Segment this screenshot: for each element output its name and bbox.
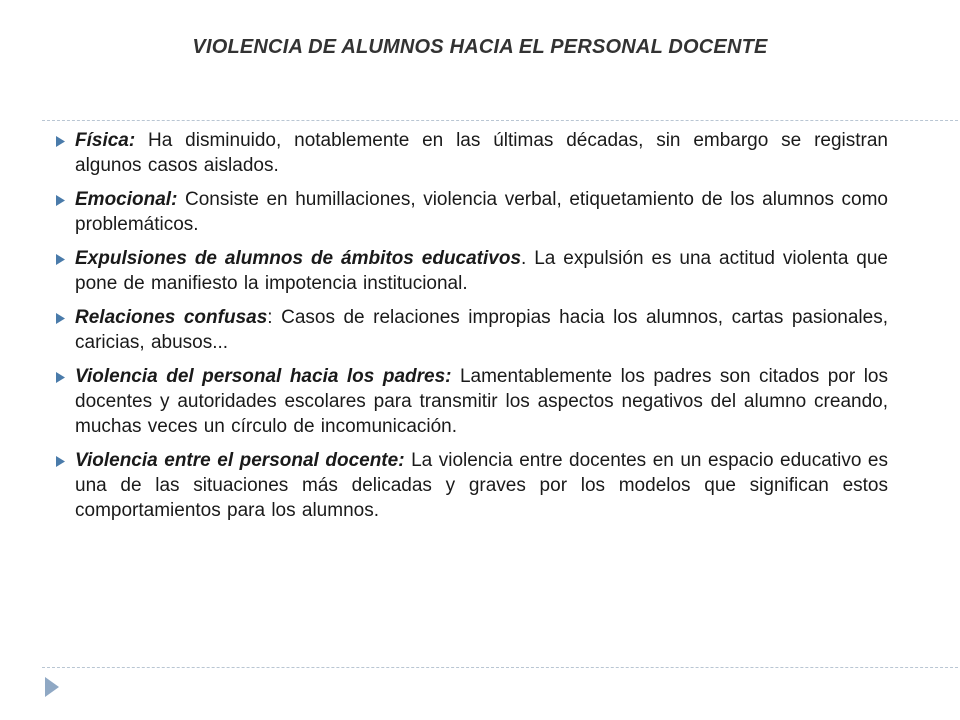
bullet-term: Física:	[75, 130, 136, 151]
bullet-item-docentes	[56, 448, 888, 523]
bullet-text: . La expulsión es una actitud violenta que pone de manifiesto la impotencia institucional.	[75, 248, 889, 294]
triangle-bullet-icon	[56, 372, 65, 383]
bullet-item-fisica	[56, 128, 888, 178]
bullet-item-padres	[56, 364, 888, 439]
triangle-bullet-icon	[56, 313, 65, 324]
bullet-text: Casos de relaciones impropias hacia los alumnos, cartas pasionales, caricias, abusos...	[75, 307, 888, 353]
bullet-item-emocional	[56, 187, 888, 237]
bullet-item-relaciones	[56, 305, 888, 355]
top-divider	[42, 120, 960, 121]
triangle-bullet-icon	[56, 456, 65, 467]
chevron-right-icon	[45, 677, 59, 697]
bullet-text: Consiste en humillaciones, violencia verbal, etiquetamiento de los alumnos como problemáticos.	[75, 189, 888, 235]
bullet-term: Expulsiones de alumnos de ámbitos educativos	[75, 248, 522, 269]
slide-title: VIOLENCIA DE ALUMNOS HACIA EL PERSONAL DOCENTE	[192, 36, 768, 58]
bullet-term: Emocional:	[75, 189, 178, 210]
bullet-term: Relaciones confusas	[75, 307, 268, 328]
triangle-bullet-icon	[56, 254, 65, 265]
bullet-text: Lamentablemente los padres son citados por los docentes y autoridades escolares para transmitir los aspectos negativos del alumno creando, muchas veces un círculo de incomunicación.	[75, 366, 888, 437]
bullet-text: La violencia entre docentes en un espacio educativo es una de las situaciones más delicadas y graves por los modelos que significan estos comportamientos para los alumnos.	[75, 450, 888, 521]
triangle-bullet-icon	[56, 195, 65, 206]
bullet-list	[56, 128, 888, 523]
bottom-divider	[42, 667, 960, 668]
bullet-item-expulsiones	[56, 246, 888, 296]
bullet-text: Ha disminuido, notablemente en las últimas décadas, sin embargo se registran algunos casos aislados.	[75, 130, 888, 176]
bullet-term: Violencia entre el personal docente:	[75, 450, 405, 471]
triangle-bullet-icon	[56, 136, 65, 147]
bullet-separator: :	[267, 307, 273, 328]
bullet-term: Violencia del personal hacia los padres:	[75, 366, 452, 387]
